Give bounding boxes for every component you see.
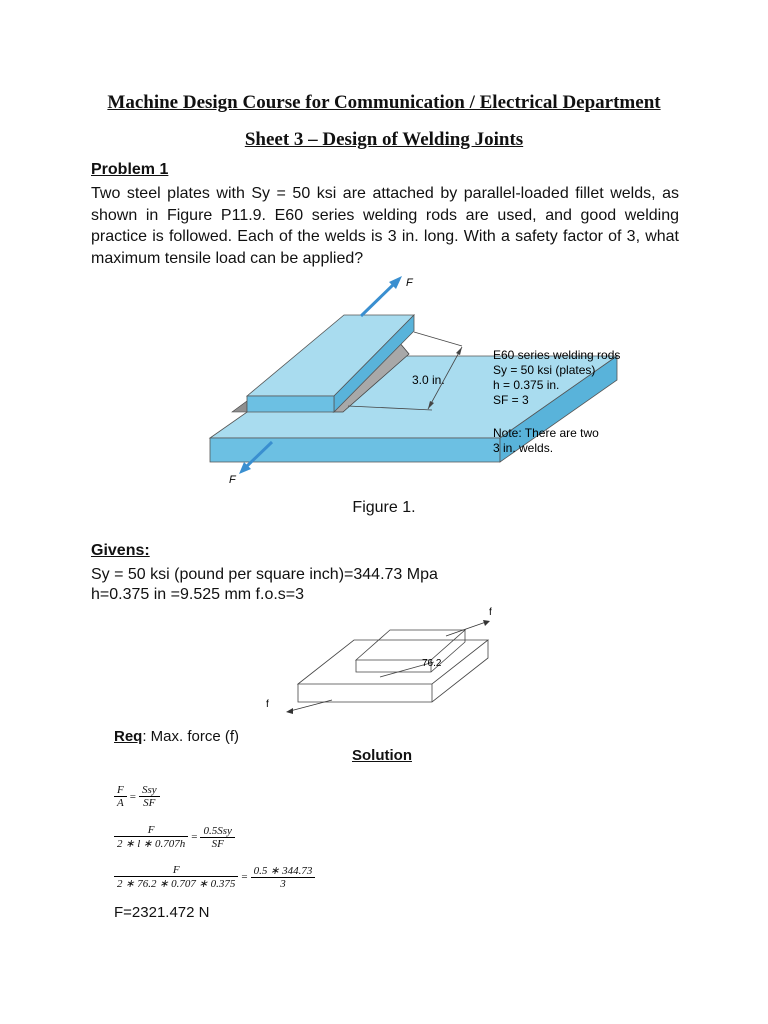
result: F=2321.472 N [114,904,210,921]
length-label: 76.2 [422,658,442,669]
force-label-top: f [489,607,492,618]
given-line: h=0.375 in =9.525 mm f.o.s=3 [91,586,305,603]
requirement [114,728,239,745]
figure-caption: Figure 1. [352,499,416,516]
dimension-arrow-top [456,347,462,355]
note-line: Note: There are two [493,426,599,440]
note-line: SF = 3 [493,393,529,407]
note-line: E60 series welding rods [493,348,621,362]
requirement-text: : Max. force (f) [142,728,240,745]
top-plate-front-face [247,396,334,412]
note-line: h = 0.375 in. [493,378,560,392]
force-label-bottom: f [266,699,269,710]
figure-1 [190,270,650,495]
force-label-bottom: F [229,474,236,486]
given-line: Sy = 50 ksi (pound per square inch)=344.73 Mpa [91,566,438,583]
problem-heading: Problem 1 [91,161,169,178]
note-line: Sy = 50 ksi (plates) [493,363,596,377]
force-arrow-top [446,622,486,636]
figure-2 [260,600,510,720]
solution-heading: Solution [352,747,412,764]
givens-heading: Givens: [91,542,150,559]
equation-1: $\frac{F}{A}$ = $\frac{\text{Ssy}}{SF}$ [114,784,160,809]
sheet-title: Sheet 3 – Design of Welding Joints [244,129,524,150]
force-arrow-top-shaft [361,283,395,316]
force-label-top: F [406,277,413,289]
requirement-label: Req [114,728,143,745]
dimension-label: 3.0 in. [412,373,445,387]
problem-text: Two steel plates with Sy = 50 ksi are attached by parallel-loaded fillet welds, as shown in Figure P11.9. E60 series welding rods are used, and good welding practice is followed. Each of the welds is 3 in. long. With a safety factor of 3, what maximum tensile load can be applied? [91,185,679,267]
dimension-extension-top [414,332,462,346]
equation-3: $\frac{F}{2 ∗ 76.2 ∗ 0.707 ∗ 0.375}$ = $\frac{0.5 ∗ 344.73}{3}$ [114,864,315,890]
equation-2: $\frac{F}{2 ∗ l ∗ 0.707h}$ = $\frac{\text{0.5Ssy}}{SF}$ [114,824,235,850]
top-plate-outline [356,630,465,660]
left-weld [232,401,247,412]
course-title: Machine Design Course for Communication / Electrical Department [107,92,661,113]
note-line: 3 in. welds. [493,441,554,455]
